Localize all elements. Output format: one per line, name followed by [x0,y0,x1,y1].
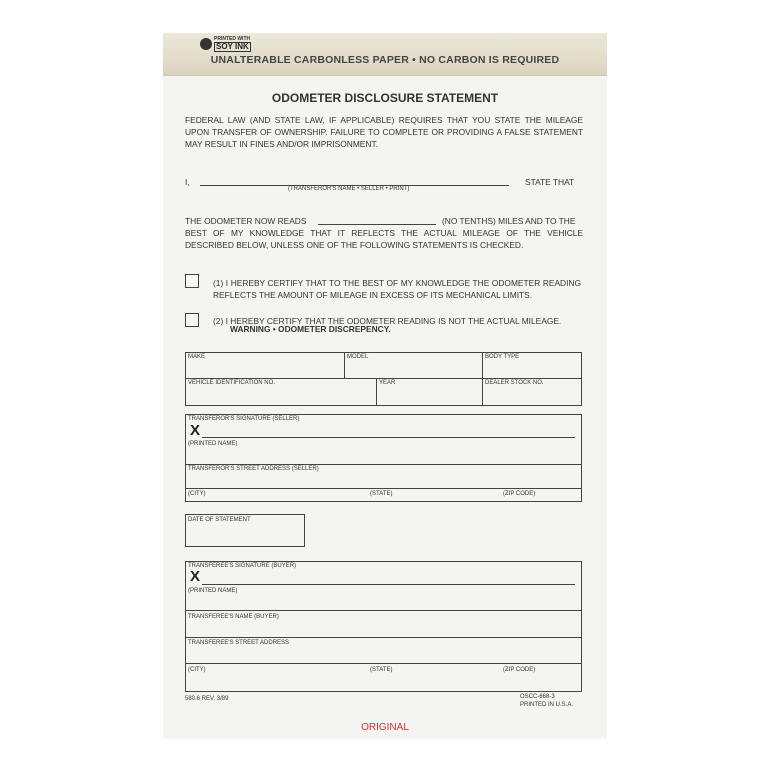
body-type-field[interactable]: BODY TYPE [485,354,520,360]
seller-address-field[interactable]: TRANSFEROR'S STREET ADDRESS (SELLER) [188,466,319,472]
vehicle-col-divider-2 [482,352,483,406]
soy-printed-with: PRINTED WITH [214,35,251,42]
form-title: ODOMETER DISCLOSURE STATEMENT [271,91,499,105]
year-field[interactable]: YEAR [379,380,396,386]
buyer-city-field[interactable]: (CITY) [188,667,206,673]
intro-paragraph: FEDERAL LAW (AND STATE LAW, IF APPLICABLE) REQUIRES THAT YOU STATE THE MILEAGE UPON TRANSFER OF OWNERSHIP. FAILURE TO COMPLETE OR PROVIDING A FALSE STATEMENT MAY RESULT IN FINES AND/OR IMPRISONMENT. [185,115,583,149]
buyer-block [185,561,582,664]
form-code: OSCC-668-3 [520,694,555,700]
certification-2-checkbox[interactable] [185,313,199,327]
buyer-address-field[interactable]: TRANSFEREE'S STREET ADDRESS [188,640,290,646]
dealer-stock-field[interactable]: DEALER STOCK NO. [485,380,544,386]
seller-name-caption: (TRANSFEROR'S NAME • SELLER • PRINT) [288,186,410,192]
certification-1-text: (1) I HEREBY CERTIFY THAT TO THE BEST OF MY KNOWLEDGE THE ODOMETER READING REFLECTS THE AMOUNT OF MILEAGE IN EXCESS OF ITS MECHANICAL LIMITS. [213,278,581,300]
printed-in-usa: PRINTED IN U.S.A. [520,702,574,708]
soy-ink-label: SOY INK [216,41,249,51]
buyer-divider-1 [185,610,582,611]
seller-divider-2 [185,488,582,489]
model-field[interactable]: MODEL [347,354,369,360]
mileage-line[interactable] [318,224,436,225]
seller-signature-line[interactable] [202,437,575,438]
seller-x-mark: X [190,422,201,439]
vin-field[interactable]: VEHICLE IDENTIFICATION NO. [188,380,275,386]
buyer-state-field[interactable]: (STATE) [370,667,393,673]
vehicle-col-divider-1 [344,352,345,379]
reads-label: THE ODOMETER NOW READS [185,216,307,226]
buyer-zip-field[interactable]: (ZIP CODE) [503,667,536,673]
state-that-label: STATE THAT [525,177,575,187]
buyer-signature-line[interactable] [202,584,575,585]
i-label: I, [185,177,190,187]
reads-rest: BEST OF MY KNOWLEDGE THAT IT REFLECTS THE ACTUAL MILEAGE OF THE VEHICLE DESCRIBED BELOW, UNLESS ONE OF THE FOLLOWING STATEMENTS IS CHECKED. [185,228,583,250]
buyer-signature-label: TRANSFEREE'S SIGNATURE (BUYER) [188,563,297,569]
no-tenths-label: (NO TENTHS) MILES AND TO THE [442,216,576,226]
certification-2-text: (2) I HEREBY CERTIFY THAT THE ODOMETER READING IS NOT THE ACTUAL MILEAGE. [213,316,562,326]
seller-printed-name[interactable]: (PRINTED NAME) [188,441,238,447]
form-revision: 580.6 REV. 3/89 [185,696,229,702]
odometer-form [163,33,607,739]
certification-2-warning: WARNING • ODOMETER DISCREPENCY. [230,324,391,334]
seller-signature-label: TRANSFEROR'S SIGNATURE (SELLER) [188,416,300,422]
make-field[interactable]: MAKE [188,354,206,360]
certification-1-checkbox[interactable] [185,274,199,288]
vehicle-table-divider [185,378,582,379]
soy-leaf-icon [200,38,212,50]
seller-zip-field[interactable]: (ZIP CODE) [503,491,536,497]
seller-city-field[interactable]: (CITY) [188,491,206,497]
buyer-printed-name[interactable]: (PRINTED NAME) [188,588,238,594]
carbonless-notice: UNALTERABLE CARBONLESS PAPER • NO CARBON IS REQUIRED [210,54,560,66]
vehicle-table [185,352,582,406]
date-of-statement-label: DATE OF STATEMENT [188,517,251,523]
buyer-x-mark: X [190,568,201,585]
pad-binding [163,33,607,76]
seller-state-field[interactable]: (STATE) [370,491,393,497]
seller-divider-1 [185,464,582,465]
vehicle-col-divider-3 [376,379,377,406]
original-copy-label: ORIGINAL [361,722,409,733]
buyer-name-field[interactable]: TRANSFEREE'S NAME (BUYER) [188,614,279,620]
soy-ink-logo [200,36,251,51]
buyer-divider-2 [185,637,582,638]
